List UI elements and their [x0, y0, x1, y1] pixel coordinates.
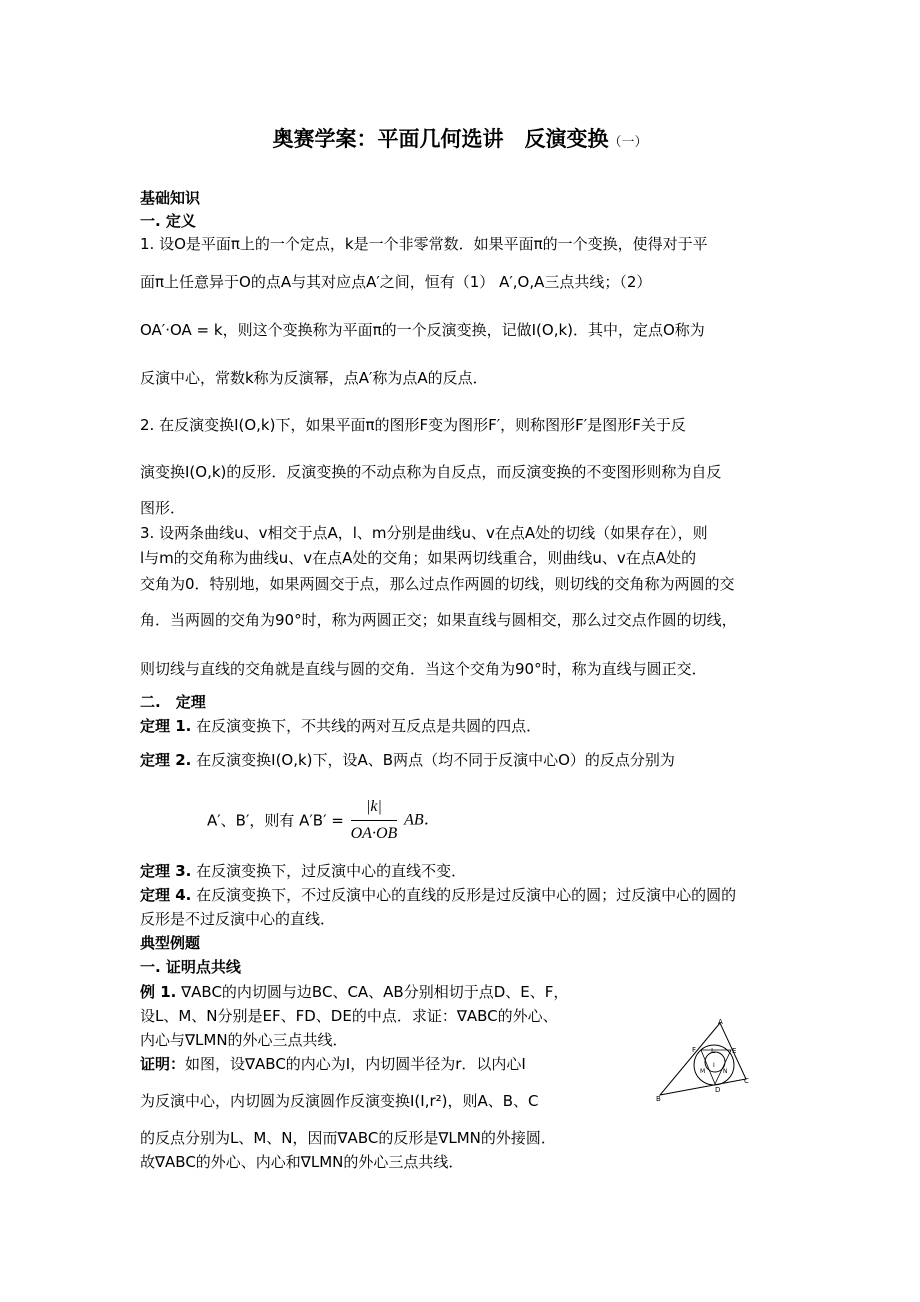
triangle-def: [701, 1050, 731, 1084]
def3-line3: 交角为0．特别地，如果两圆交于点，那么过点作两圆的切线，则切线的交角称为两圆的交: [140, 575, 735, 593]
proof-line4: 故∇ABC的外心、内心和∇LMN的外心三点共线．: [140, 1153, 464, 1171]
theorem-2: 定理 2. 在反演变换I(O,k)下，设A、B两点（均不同于反演中心O）的反点分别为: [140, 751, 675, 769]
theorem-4: 定理 4. 在反演变换下，不过反演中心的直线的反形是过反演中心的圆；过反演中心的圆的: [140, 886, 737, 904]
def1-line2: 面π上任意异于O的点A与其对应点A′之间，恒有（1） A′,O,A三点共线；（2）: [140, 273, 652, 291]
triangle-figure: [652, 1015, 762, 1105]
example-1-line2: 设L、M、N分别是EF、FD、DE的中点．求证：∇ABC的外心、: [140, 1007, 558, 1025]
example-1-line3: 内心与∇LMN的外心三点共线．: [140, 1031, 348, 1049]
label-i: I: [713, 1062, 715, 1069]
def2-line3: 图形．: [140, 499, 186, 517]
examples-heading: 典型例题: [140, 934, 201, 952]
def1-line4: 反演中心，常数k称为反演幂，点A′称为点A的反点．: [140, 369, 488, 387]
def1-line1: 1. 设O是平面π上的一个定点，k是一个非零常数．如果平面π的一个变换，使得对于平: [140, 235, 708, 253]
label-c: C: [744, 1077, 749, 1085]
def3-line4: 角．当两圆的交角为90°时，称为两圆正交；如果直线与圆相交，那么过交点作圆的切线，: [140, 611, 737, 629]
proof-line3: 的反点分别为L、M、N，因而∇ABC的反形是∇LMN的外接圆．: [140, 1129, 556, 1147]
label-n: N: [723, 1068, 728, 1075]
label-l: L: [711, 1047, 715, 1055]
label-e: E: [732, 1047, 737, 1055]
def2-line1: 2. 在反演变换I(O,k)下，如果平面π的图形F变为图形F′，则称图形F′是图形F关于反: [140, 416, 686, 434]
proof-line1: 证明：如图，设∇ABC的内心为I，内切圆半径为r．以内心I: [140, 1055, 526, 1073]
theorem-2-formula: A′、B′，则有 A′B′ = $\frac{|k|}{OA\cdot OB}$ AB．: [207, 796, 440, 845]
label-b: B: [656, 1095, 661, 1103]
label-a: A: [718, 1018, 723, 1026]
def2-line2: 演变换I(O,k)的反形．反演变换的不动点称为自反点，而反演变换的不变图形则称为自反: [140, 463, 722, 481]
formula-fraction: $\frac{|k|}{OA\cdot OB}$: [350, 798, 398, 842]
proof-line2: 为反演中心，内切圆为反演圆作反演变换I(I,r²)，则A、B、C: [140, 1092, 539, 1110]
label-m: M: [700, 1068, 706, 1075]
label-d: D: [715, 1086, 721, 1094]
theorem-4-line2: 反形是不过反演中心的直线．: [140, 910, 336, 928]
def1-line3: OA′·OA = k，则这个变换称为平面π的一个反演变换，记做I(O,k)．其中，定点O称为: [140, 321, 705, 339]
def3-line1: 3. 设两条曲线u、v相交于点A，l、m分别是曲线u、v在点A处的切线（如果存在），则: [140, 524, 708, 542]
def3-line5: 则切线与直线的交角就是直线与圆的交角．当这个交角为90°时，称为直线与圆正交．: [140, 660, 707, 678]
theorem-1: 定理 1. 在反演变换下，不共线的两对互反点是共圆的四点．: [140, 717, 542, 735]
example-1-line1: 例 1. ∇ABC的内切圆与边BC、CA、AB分别相切于点D、E、F，: [140, 983, 569, 1001]
definition-heading: 一. 定义: [140, 212, 196, 230]
def3-line2: l与m的交角称为曲线u、v在点A处的交角；如果两切线重合，则曲线u、v在点A处的: [140, 549, 697, 567]
page-title: 奥赛学案：平面几何选讲 反演变换（一）: [272, 127, 648, 151]
theorem-3: 定理 3. 在反演变换下，过反演中心的直线不变．: [140, 862, 467, 880]
collinear-heading: 一. 证明点共线: [140, 958, 241, 976]
section-basic-heading: 基础知识: [140, 189, 201, 207]
label-f: F: [692, 1046, 697, 1054]
theorem-heading: 二. 定理: [140, 693, 206, 711]
